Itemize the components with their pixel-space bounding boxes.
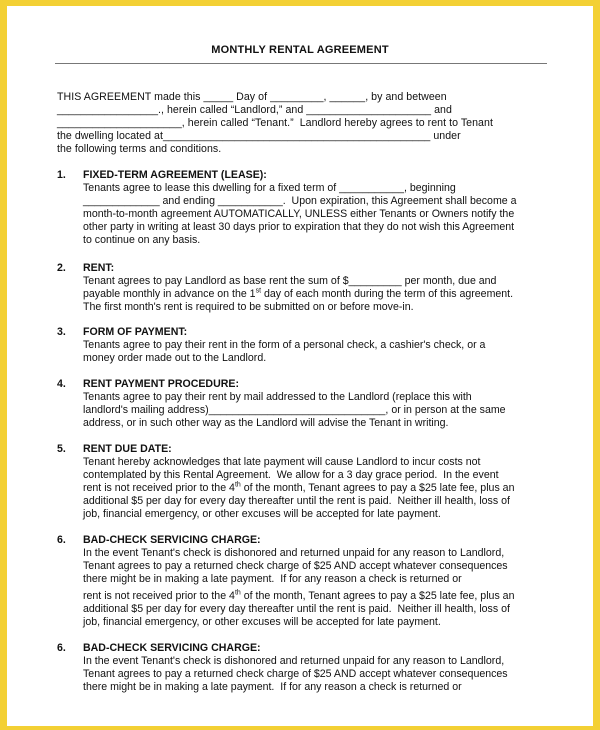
section-line: _____________ and ending ___________. Upon expiration, this Agreement shall become a [83, 195, 517, 207]
section-heading: FIXED-TERM AGREEMENT (LEASE): [83, 169, 267, 181]
section-line: Tenants agree to pay their rent by mail addressed to the Landlord (replace this with [83, 391, 472, 403]
section-number: 2. [57, 262, 66, 274]
section-line: payable monthly in advance on the 1st day of each month during the term of this agreement. [83, 287, 514, 300]
section-line: job, financial emergency, or other excuses will be accepted for late payment. [83, 508, 441, 520]
section-line: Tenants agree to lease this dwelling for a fixed term of ___________, beginning [83, 182, 456, 194]
intro-line: _________________., herein called “Landlord,” and _____________________ and [57, 104, 452, 116]
section-line: other party in writing at least 30 days prior to expiration that they do not wish this Agreement [83, 221, 515, 233]
section-line: In the event Tenant's check is dishonored and returned unpaid for any reason to Landlord, [83, 655, 505, 667]
section-line: money order made out to the Landlord. [83, 352, 267, 364]
section-line: address, or in such other way as the Landlord will advise the Tenant in writing. [83, 417, 449, 429]
section-line: there might be in making a late payment. If for any reason a check is returned or [83, 681, 462, 693]
section-number: 6. [57, 642, 66, 654]
section-line: to continue on any basis. [83, 234, 201, 246]
section-line: landlord's mailing address)______________________________, or in person at the same [83, 404, 506, 416]
section-heading: BAD-CHECK SERVICING CHARGE: [83, 534, 261, 546]
section-heading: RENT PAYMENT PROCEDURE: [83, 378, 239, 390]
section-line: Tenant agrees to pay a returned check charge of $25 AND accept whatever consequences [83, 668, 508, 680]
section-number: 6. [57, 534, 66, 546]
section-heading: RENT DUE DATE: [83, 443, 172, 455]
section-line: there might be in making a late payment. If for any reason a check is returned or [83, 573, 462, 585]
document-page [7, 6, 593, 726]
section-line: In the event Tenant's check is dishonored and returned unpaid for any reason to Landlord, [83, 547, 505, 559]
section-number: 5. [57, 443, 66, 455]
section-line: contemplated by this Rental Agreement. We allow for a 3 day grace period. In the event [83, 469, 499, 481]
section-number: 3. [57, 326, 66, 338]
intro-line: _____________________, herein called “Tenant.” Landlord hereby agrees to rent to Tenant [57, 117, 493, 129]
section-line: rent is not received prior to the 4th of the month, Tenant agrees to pay a $25 late fee, plus an [83, 589, 515, 602]
section-line: Tenant hereby acknowledges that late payment will cause Landlord to incur costs not [83, 456, 481, 468]
section-line: Tenant agrees to pay a returned check charge of $25 AND accept whatever consequences [83, 560, 508, 572]
section-number: 4. [57, 378, 66, 390]
section-number: 1. [57, 169, 66, 181]
section-line: additional $5 per day for every day thereafter until the rent is paid. Neither ill health, loss of [83, 495, 510, 507]
section-line: Tenant agrees to pay Landlord as base rent the sum of $_________ per month, due and [83, 275, 497, 287]
section-heading: BAD-CHECK SERVICING CHARGE: [83, 642, 261, 654]
section-line: job, financial emergency, or other excuses will be accepted for late payment. [83, 616, 441, 628]
section-heading: FORM OF PAYMENT: [83, 326, 188, 338]
section-line: month-to-month agreement AUTOMATICALLY, UNLESS either Tenants or Owners notify the [83, 208, 515, 220]
document-title: MONTHLY RENTAL AGREEMENT [211, 44, 389, 56]
section-line: Tenants agree to pay their rent in the form of a personal check, a cashier's check, or a [83, 339, 486, 351]
title-divider [55, 63, 547, 64]
intro-line: THIS AGREEMENT made this _____ Day of _________, ______, by and between [57, 91, 447, 103]
intro-line: the following terms and conditions. [57, 143, 222, 155]
intro-line: the dwelling located at_____________________________________________ under [57, 130, 461, 142]
section-line: additional $5 per day for every day thereafter until the rent is paid. Neither ill health, loss of [83, 603, 510, 615]
section-line: The first month's rent is required to be submitted on or before move-in. [83, 301, 414, 313]
section-heading: RENT: [83, 262, 115, 274]
section-line: rent is not received prior to the 4th of the month, Tenant agrees to pay a $25 late fee, plus an [83, 481, 515, 494]
